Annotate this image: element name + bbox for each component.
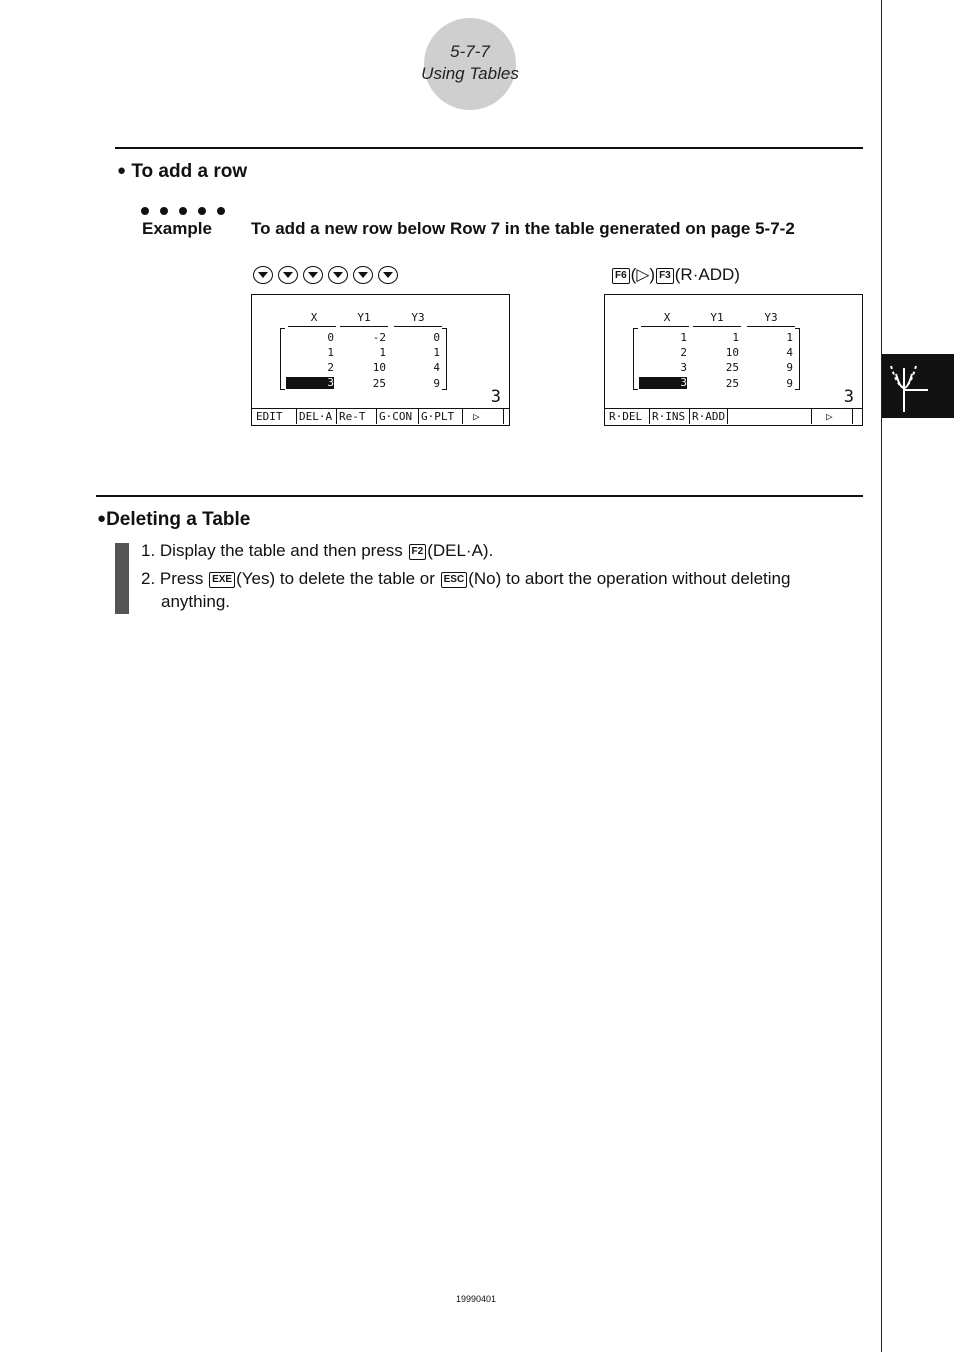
column-header: Y1 [357,311,371,324]
column-header: Y3 [764,311,778,324]
cursor-down-icon [278,266,298,284]
cursor-down-icon [378,266,398,284]
table-row: 1 1 1 [680,331,793,344]
table-row: 1 1 1 [327,346,440,359]
table-row: 3 25 9 [605,376,862,391]
step-marker-bar [115,543,129,614]
column-header: Y3 [411,311,425,324]
section-title: To add a row [131,161,248,182]
column-header: X [663,311,671,324]
step-1: 1. Display the table and then press F2 (DEL·A). [141,541,494,560]
esc-key: ESC [441,572,468,588]
menu-g-con: G·CON [376,409,412,424]
menu-next: ▷ [462,409,504,424]
footer-code: 19990401 [456,1294,497,1304]
row-number: 3 [490,387,501,407]
key-sequence [611,265,740,285]
cursor-down-keys [253,266,403,284]
table-row: 2 10 4 [680,346,793,359]
menu-g-plt: G·PLT [418,409,454,424]
function-menu [252,408,509,425]
function-menu [605,408,862,425]
step-2-continued: anything. [161,592,230,611]
column-header: X [310,311,318,324]
cursor-down-icon [328,266,348,284]
exe-key: EXE [209,572,235,588]
menu-r-add: R·ADD [689,409,728,424]
example-dots [141,202,236,220]
table-row: 0 -2 0 [327,331,440,344]
graph-icon [882,354,954,418]
menu-next: ▷ [811,409,853,424]
f6-key: F6 [612,268,630,284]
section-title: Deleting a Table [106,509,251,530]
menu-re-t: Re-T [336,409,366,424]
selected-cell: 3 [286,377,334,389]
step-2: 2. Press EXE (Yes) to delete the table or ESC (No) to abort the operation without deleting [141,569,791,588]
section-rule [96,495,863,497]
calculator-screen-left [251,294,510,426]
column-header: Y1 [710,311,724,324]
page-number: 5-7-7 [450,42,490,61]
page-margin-line [881,0,882,1352]
page-title: Using Tables [421,64,519,83]
right-arrow-label: (▷) [630,265,656,284]
menu-r-del: R·DEL [609,410,643,423]
selected-cell: 3 [639,377,687,389]
example-text: To add a new row below Row 7 in the table generated on page 5-7-2 [251,219,795,238]
table-row: 3 25 9 [680,361,793,374]
r-add-label: (R·ADD) [674,265,740,284]
menu-edit: EDIT [256,410,283,423]
cursor-down-icon [303,266,323,284]
calculator-screen-right [604,294,863,426]
section-rule [115,147,863,149]
section-heading: ● To add a row [117,161,248,182]
cursor-down-icon [353,266,373,284]
menu-del-a: DEL·A [296,409,332,424]
f2-key: F2 [409,544,427,560]
table-row: 3 25 9 [252,376,509,391]
example-label: Example [142,219,212,238]
menu-r-ins: R·INS [649,409,685,424]
table-row: 2 10 4 [327,361,440,374]
chapter-tab [882,354,954,418]
row-number: 3 [843,387,854,407]
cursor-down-icon [253,266,273,284]
f3-key: F3 [656,268,674,284]
section-heading: ●Deleting a Table [97,509,251,530]
